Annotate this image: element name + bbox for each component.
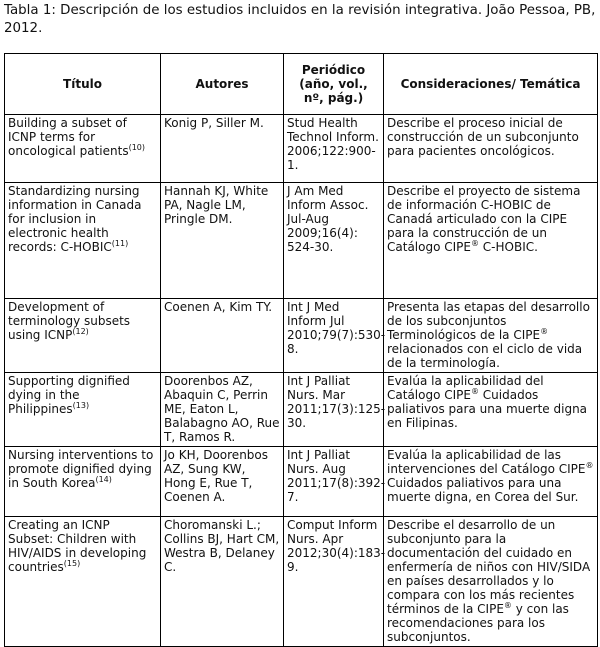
notes-text-tail: Cuidados paliativos para una muerte digna en Filipinas. (387, 388, 588, 430)
registered-mark: ® (585, 461, 594, 470)
registered-mark: ® (503, 601, 512, 610)
cell-authors: Doorenbos AZ, Abaquin C, Perrin ME, Eaton L, Balabagno AO, Rue T, Ramos R. (161, 373, 284, 447)
notes-text: Describe el proyecto de sistema de información C-HOBIC de Canadá articulado con la CIPE para la construcción de un Catálogo CIPE (387, 184, 581, 254)
cell-journal: J Am Med Inform Assoc. Jul-Aug 2009;16(4): 524-30. (284, 183, 384, 299)
title-text: Nursing interventions to promote dignified dying in South Korea (8, 448, 154, 490)
title-text: Development of terminology subsets using ICNP (8, 300, 131, 342)
notes-text-tail: Cuidados paliativos para una muerte digna, en Corea del Sur. (387, 476, 579, 504)
reference-number: (12) (72, 327, 89, 336)
header-periodico: Periódico (año, vol., nº, pág.) (284, 54, 384, 115)
header-consideraciones: Consideraciones/ Temática (384, 54, 598, 115)
cell-title (5, 373, 161, 447)
title-text: Building a subset of ICNP terms for oncological patients (8, 116, 129, 158)
cell-title (5, 447, 161, 517)
notes-text-tail: relacionados con el ciclo de vida de la terminología. (387, 342, 583, 370)
reference-number: (14) (95, 475, 112, 484)
title-text: Standardizing nursing information in Canada for inclusion in electronic health records: C-HOBIC (8, 184, 142, 254)
cell-authors: Jo KH, Doorenbos AZ, Sung KW, Hong E, Rue T, Coenen A. (161, 447, 284, 517)
cell-notes (384, 183, 598, 299)
registered-mark: ® (540, 327, 549, 336)
reference-number: (10) (128, 143, 145, 152)
header-autores: Autores (161, 54, 284, 115)
cell-notes (384, 373, 598, 447)
table-row (5, 447, 598, 517)
table-row (5, 115, 598, 183)
cell-authors: Coenen A, Kim TY. (161, 299, 284, 373)
table-caption: Tabla 1: Descripción de los estudios incluidos en la revisión integrativa. João Pessoa, PB, 2012. (4, 3, 596, 36)
notes-text: Presenta las etapas del desarrollo de los subconjuntos Terminológicos de la CIPE (387, 300, 590, 342)
title-text: Creating an ICNP Subset: Children with HIV/AIDS in developing countries (8, 518, 147, 574)
cell-journal: Int J Palliat Nurs. Mar 2011;17(3):125-30. (284, 373, 384, 447)
notes-text-tail: y con las recomendaciones para los subconjuntos. (387, 602, 569, 644)
table-row (5, 299, 598, 373)
table-row (5, 183, 598, 299)
notes-text: Evalúa la aplicabilidad del Catálogo CIPE (387, 374, 544, 402)
header-row (5, 54, 598, 115)
studies-table (4, 53, 598, 647)
registered-mark: ® (470, 239, 479, 248)
header-titulo: Título (5, 54, 161, 115)
cell-authors: Hannah KJ, White PA, Nagle LM, Pringle DM. (161, 183, 284, 299)
reference-number: (13) (72, 401, 90, 410)
table-row (5, 517, 598, 647)
cell-notes (384, 517, 598, 647)
registered-mark: ® (470, 387, 479, 396)
notes-text: Describe el proceso inicial de construcción de un subconjunto para pacientes oncológicos. (387, 116, 579, 158)
cell-notes (384, 299, 598, 373)
cell-journal: Comput Inform Nurs. Apr 2012;30(4):183-9. (284, 517, 384, 647)
reference-number: (15) (63, 559, 81, 568)
cell-journal: Int J Med Inform Jul 2010;79(7):530-8. (284, 299, 384, 373)
notes-text: Describe el desarrollo de un subconjunto para la documentación del cuidado en enfermería de niños con HIV/SIDA en países desarrollados y lo compara con los más recientes términos de la CIPE (387, 518, 591, 616)
reference-number: (11) (111, 239, 129, 248)
cell-authors: Konig P, Siller M. (161, 115, 284, 183)
notes-text-tail: C-HOBIC. (478, 240, 538, 254)
cell-title (5, 115, 161, 183)
notes-text: Evalúa la aplicabilidad de las intervenciones del Catálogo CIPE (387, 448, 586, 476)
cell-notes (384, 115, 598, 183)
cell-notes (384, 447, 598, 517)
cell-title (5, 517, 161, 647)
cell-title (5, 183, 161, 299)
cell-journal: Stud Health Technol Inform. 2006;122:900-1. (284, 115, 384, 183)
cell-authors: Choromanski L.; Collins BJ, Hart CM, Westra B, Delaney C. (161, 517, 284, 647)
cell-journal: Int J Palliat Nurs. Aug 2011;17(8):392-7. (284, 447, 384, 517)
title-text: Supporting dignified dying in the Philippines (8, 374, 130, 416)
table-row (5, 373, 598, 447)
cell-title (5, 299, 161, 373)
